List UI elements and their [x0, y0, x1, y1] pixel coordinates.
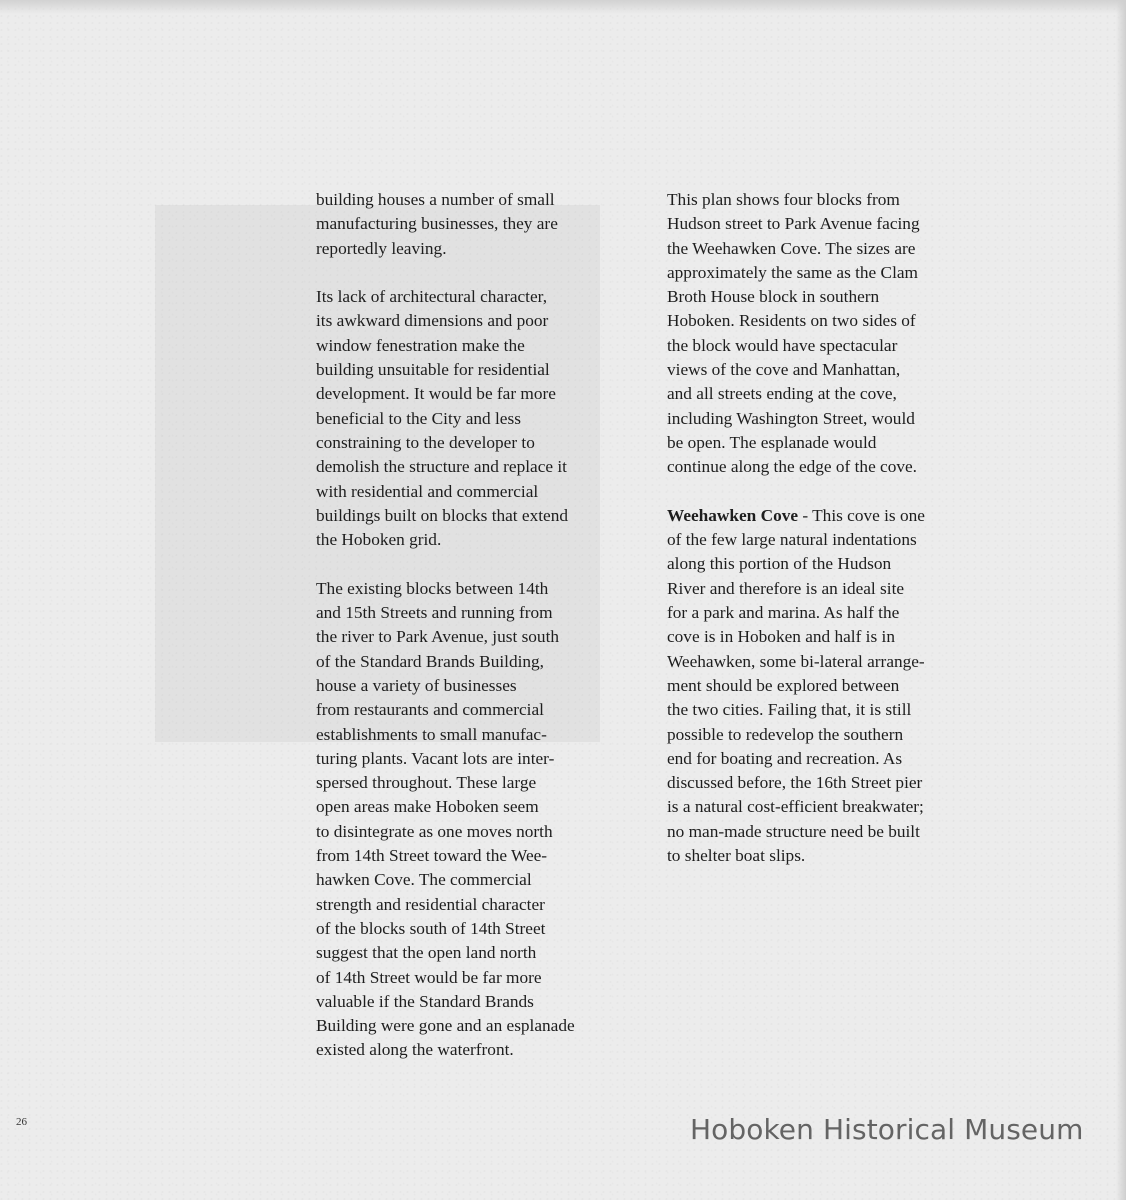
paragraph-plan-four-blocks: This plan shows four blocks from Hudson street to Park Avenue facing the Weehawken Cove. The sizes are approximately the same as the Clam Broth House block in southern Hoboken. Residents on two sides of the block would have spectacular views of the cove and Manhattan, and all streets ending at the cove, including Washington Street, would be open. The esplanade would continue along the edge of the cove. [667, 190, 920, 477]
museum-watermark: Hoboken Historical Museum [690, 1113, 1084, 1146]
page-top-edge [0, 0, 1126, 14]
paragraph-existing-blocks: The existing blocks between 14th and 15th Streets and running from the river to Park Avenue, just south of the Standard Brands Building, house a variety of businesses from restaurants and commercial establishments to small manufac- turing plants. Vacant lots are inter- spersed throughout. These large open areas make Hoboken seem to disintegrate as one moves north from 14th Street toward the Wee- hawken Cove. The commercial strength and residential character of the blocks south of 14th Street suggest that the open land north of 14th Street would be far more valuable if the Standard Brands Building were gone and an esplanade existed along the waterfront. [316, 578, 575, 1060]
paragraph-architectural-character: Its lack of architectural character, its awkward dimensions and poor window fenestration make the building unsuitable for residential development. It would be far more beneficial to the City and less constraining to the developer to demolish the structure and replace it with residential and commercial buildings built on blocks that extend the Hoboken grid. [316, 287, 568, 550]
right-text-column [667, 188, 997, 893]
weehawken-cove-body: - This cove is one of the few large natural indentations along this portion of the Hudson River and therefore is an ideal site for a park and marina. As half the cove is in Hoboken and half is in Weehawken, some bi-lateral arrange- ment should be explored between the two cities. Failing that, it is still possible to redevelop the southern end for boating and recreation. As discussed before, the 16th Street pier is a natural cost-efficient breakwater; no man-made structure need be built to shelter boat slips. [667, 505, 925, 866]
page-right-edge [1116, 0, 1126, 1200]
paragraph-weehawken-cove [667, 504, 997, 868]
page-number: 26 [16, 1116, 27, 1128]
weehawken-cove-heading: Weehawken Cove [667, 505, 799, 525]
left-text-column [316, 188, 646, 1087]
paragraph-building-houses: building houses a number of small manufacturing businesses, they are reportedly leaving. [316, 190, 558, 258]
